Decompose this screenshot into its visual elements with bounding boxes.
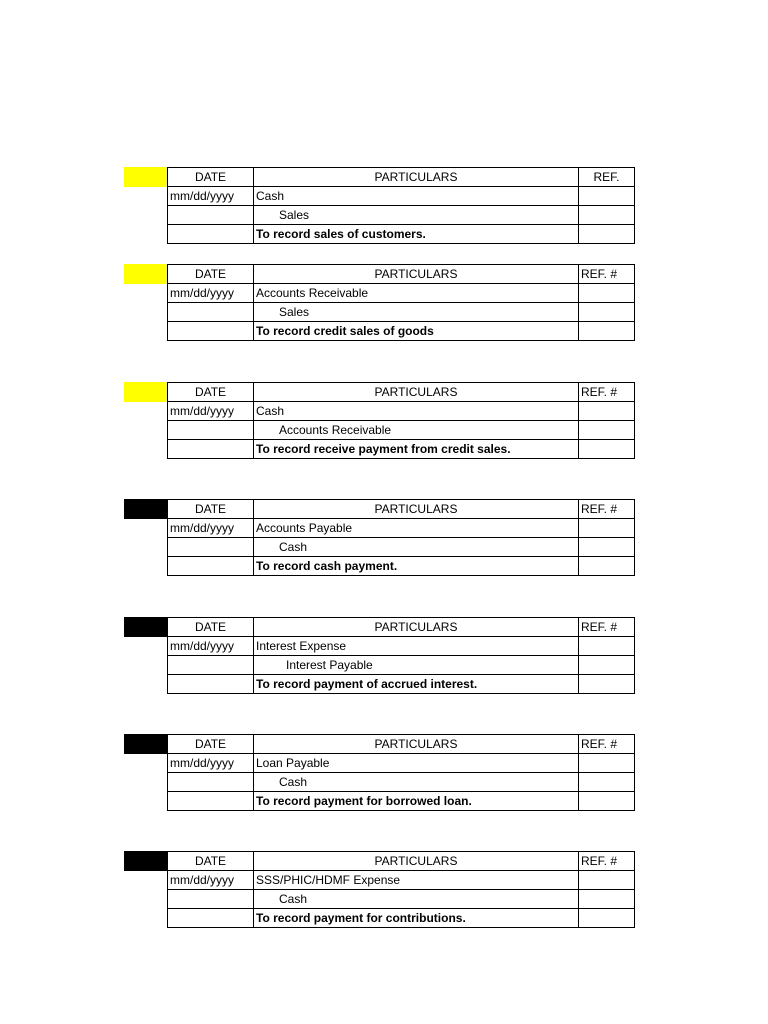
debit-account: Accounts Payable [254, 519, 579, 538]
date-cell [168, 440, 254, 459]
ref-cell [579, 421, 635, 440]
date-cell [168, 322, 254, 341]
credit-account: Cash [254, 890, 579, 909]
date-cell: mm/dd/yyyy [168, 754, 254, 773]
debit-account: Cash [254, 402, 579, 421]
journal-entry-7 [0, 851, 768, 931]
ref-header: REF. # [579, 383, 635, 402]
date-cell [168, 206, 254, 225]
date-cell [168, 773, 254, 792]
credit-account: Interest Payable [254, 656, 579, 675]
particulars-header: PARTICULARS [254, 852, 579, 871]
date-cell [168, 557, 254, 576]
entry-marker [124, 734, 167, 754]
date-header: DATE [168, 265, 254, 284]
ref-cell [579, 440, 635, 459]
entry-marker [124, 851, 167, 871]
debit-account: Accounts Receivable [254, 284, 579, 303]
journal-table [167, 167, 635, 244]
journal-entry-3 [0, 382, 768, 462]
credit-account: Cash [254, 538, 579, 557]
journal-entry-6 [0, 734, 768, 814]
memo: To record payment for contributions. [254, 909, 579, 928]
credit-account: Cash [254, 773, 579, 792]
entry-marker [124, 264, 167, 284]
ref-cell [579, 322, 635, 341]
memo: To record payment of accrued interest. [254, 675, 579, 694]
ref-cell [579, 909, 635, 928]
ref-cell [579, 773, 635, 792]
credit-account: Sales [254, 303, 579, 322]
date-cell: mm/dd/yyyy [168, 284, 254, 303]
entry-marker [124, 617, 167, 637]
ref-cell [579, 754, 635, 773]
journal-table [167, 851, 635, 928]
journal-entry-5 [0, 617, 768, 697]
memo: To record credit sales of goods [254, 322, 579, 341]
date-header: DATE [168, 618, 254, 637]
entry-marker [124, 382, 167, 402]
ref-cell [579, 519, 635, 538]
ref-header: REF. # [579, 735, 635, 754]
ref-header: REF. # [579, 618, 635, 637]
date-cell: mm/dd/yyyy [168, 402, 254, 421]
date-header: DATE [168, 168, 254, 187]
journal-table [167, 499, 635, 576]
ref-header: REF. # [579, 852, 635, 871]
date-cell [168, 890, 254, 909]
date-header: DATE [168, 852, 254, 871]
debit-account: Loan Payable [254, 754, 579, 773]
ref-cell [579, 206, 635, 225]
ref-cell [579, 538, 635, 557]
particulars-header: PARTICULARS [254, 168, 579, 187]
journal-table [167, 734, 635, 811]
date-header: DATE [168, 500, 254, 519]
date-cell: mm/dd/yyyy [168, 637, 254, 656]
journal-entry-1 [0, 167, 768, 247]
ref-cell [579, 656, 635, 675]
ref-cell [579, 890, 635, 909]
debit-account: SSS/PHIC/HDMF Expense [254, 871, 579, 890]
debit-account: Cash [254, 187, 579, 206]
journal-table [167, 382, 635, 459]
debit-account: Interest Expense [254, 637, 579, 656]
date-cell [168, 909, 254, 928]
ref-cell [579, 871, 635, 890]
ref-cell [579, 557, 635, 576]
credit-account: Sales [254, 206, 579, 225]
entry-marker [124, 499, 167, 519]
entry-marker [124, 167, 167, 187]
date-cell [168, 538, 254, 557]
ref-cell [579, 303, 635, 322]
date-cell [168, 792, 254, 811]
memo: To record receive payment from credit sales. [254, 440, 579, 459]
date-cell: mm/dd/yyyy [168, 187, 254, 206]
ref-header: REF. [579, 168, 635, 187]
ref-header: REF. # [579, 500, 635, 519]
memo: To record payment for borrowed loan. [254, 792, 579, 811]
date-header: DATE [168, 735, 254, 754]
ref-header: REF. # [579, 265, 635, 284]
particulars-header: PARTICULARS [254, 735, 579, 754]
memo: To record sales of customers. [254, 225, 579, 244]
date-header: DATE [168, 383, 254, 402]
date-cell [168, 656, 254, 675]
date-cell [168, 303, 254, 322]
date-cell [168, 421, 254, 440]
journal-entry-4 [0, 499, 768, 579]
particulars-header: PARTICULARS [254, 265, 579, 284]
particulars-header: PARTICULARS [254, 500, 579, 519]
date-cell: mm/dd/yyyy [168, 519, 254, 538]
journal-table [167, 617, 635, 694]
journal-entry-2 [0, 264, 768, 344]
particulars-header: PARTICULARS [254, 383, 579, 402]
ref-cell [579, 792, 635, 811]
ref-cell [579, 284, 635, 303]
ref-cell [579, 402, 635, 421]
particulars-header: PARTICULARS [254, 618, 579, 637]
ref-cell [579, 187, 635, 206]
memo: To record cash payment. [254, 557, 579, 576]
ref-cell [579, 675, 635, 694]
credit-account: Accounts Receivable [254, 421, 579, 440]
date-cell [168, 225, 254, 244]
ref-cell [579, 637, 635, 656]
date-cell [168, 675, 254, 694]
ref-cell [579, 225, 635, 244]
date-cell: mm/dd/yyyy [168, 871, 254, 890]
journal-table [167, 264, 635, 341]
